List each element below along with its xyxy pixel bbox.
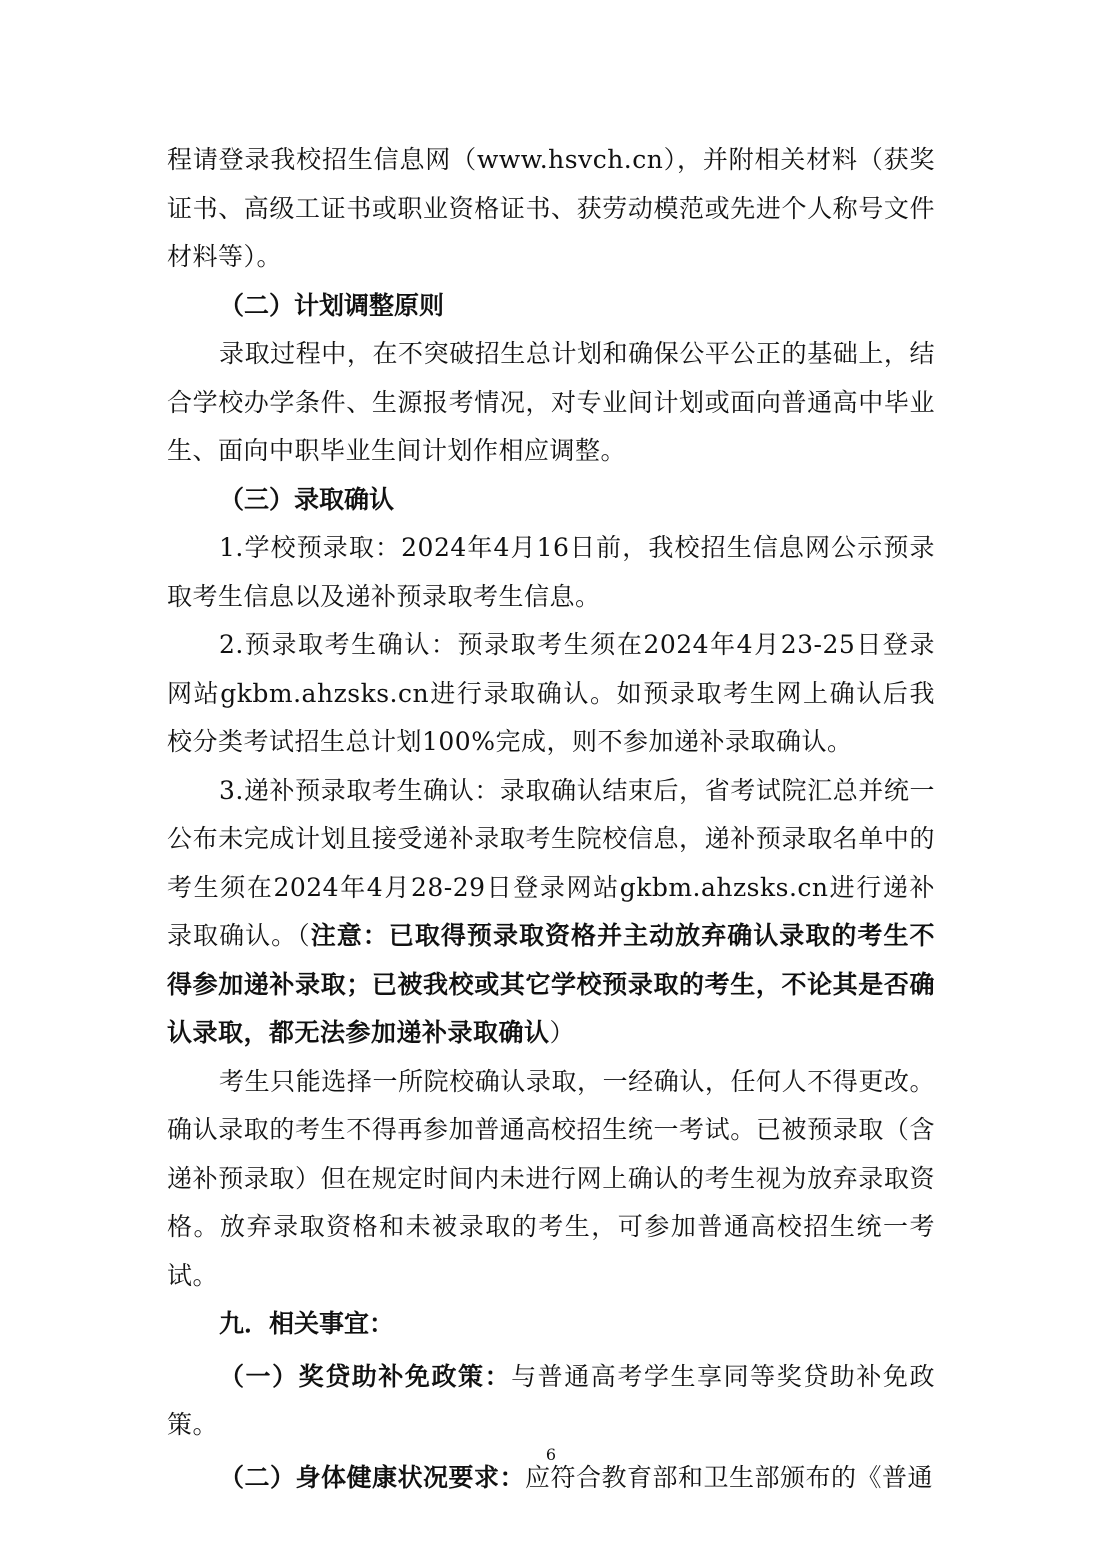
heading-related-matters: 九．相关事宜：: [219, 1309, 395, 1338]
financial-aid-text: 与普通高考学生享同等奖贷助补免政策。: [167, 1361, 935, 1439]
heading-admission-confirmation: （三）录取确认: [219, 484, 395, 514]
document-body: [167, 136, 935, 1502]
health-heading: （二）身体健康状况要求：: [219, 1462, 526, 1492]
paragraph-financial-aid: [167, 1353, 935, 1450]
paragraph-plan-adjustment: 录取过程中，在不突破招生总计划和确保公平公正的基础上，结合学校办学条件、生源报考情况，对专业间计划或面向普通高中毕业生、面向中职毕业生间计划作相应调整。: [167, 339, 935, 465]
health-text: 应符合教育部和卫生部颁布的《普通: [525, 1462, 934, 1492]
financial-aid-heading: （一）奖贷助补免政策：: [219, 1361, 512, 1391]
heading-plan-adjustment: （二）计划调整原则: [219, 290, 445, 320]
paragraph-confirmation-rules: 考生只能选择一所院校确认录取，一经确认，任何人不得更改。确认录取的考生不得再参加普通高校招生统一考试。已被预录取（含递补预录取）但在规定时间内未进行网上确认的考生视为放弃录取资格。放弃录取资格和未被录取的考生，可参加普通高校招生统一考试。: [167, 1066, 935, 1290]
supplementary-notice: 注意：已取得预录取资格并主动放弃确认录取的考生不得参加递补录取；已被我校或其它学校预录取的考生，不论其是否确认录取，都无法参加递补录取确认: [167, 921, 935, 1047]
paragraph-supplementary-confirm: [167, 767, 935, 1058]
supplementary-text: 3.递补预录取考生确认：录取确认结束后，省考试院汇总并统一公布未完成计划且接受递补录取考生院校信息，递补预录取名单中的考生须在2024年4月28-29日登录网站gkbm.ahzsks.cn进行递补录取确认。（: [167, 775, 935, 950]
paragraph-pre-admission-confirm: 2.预录取考生确认：预录取考生须在2024年4月23-25日登录网站gkbm.ahzsks.cn进行录取确认。如预录取考生网上确认后我校分类考试招生总计划100%完成，则不参加递补录取确认。: [167, 630, 935, 756]
paragraph-materials: 程请登录我校招生信息网（www.hsvch.cn），并附相关材料（获奖证书、高级工证书或职业资格证书、获劳动模范或先进个人称号文件材料等）。: [167, 145, 935, 271]
page-number: 6: [545, 1445, 557, 1464]
paragraph-pre-admission: 1.学校预录取：2024年4月16日前，我校招生信息网公示预录取考生信息以及递补预录取考生信息。: [167, 533, 935, 611]
supplementary-close: ）: [549, 1018, 576, 1047]
